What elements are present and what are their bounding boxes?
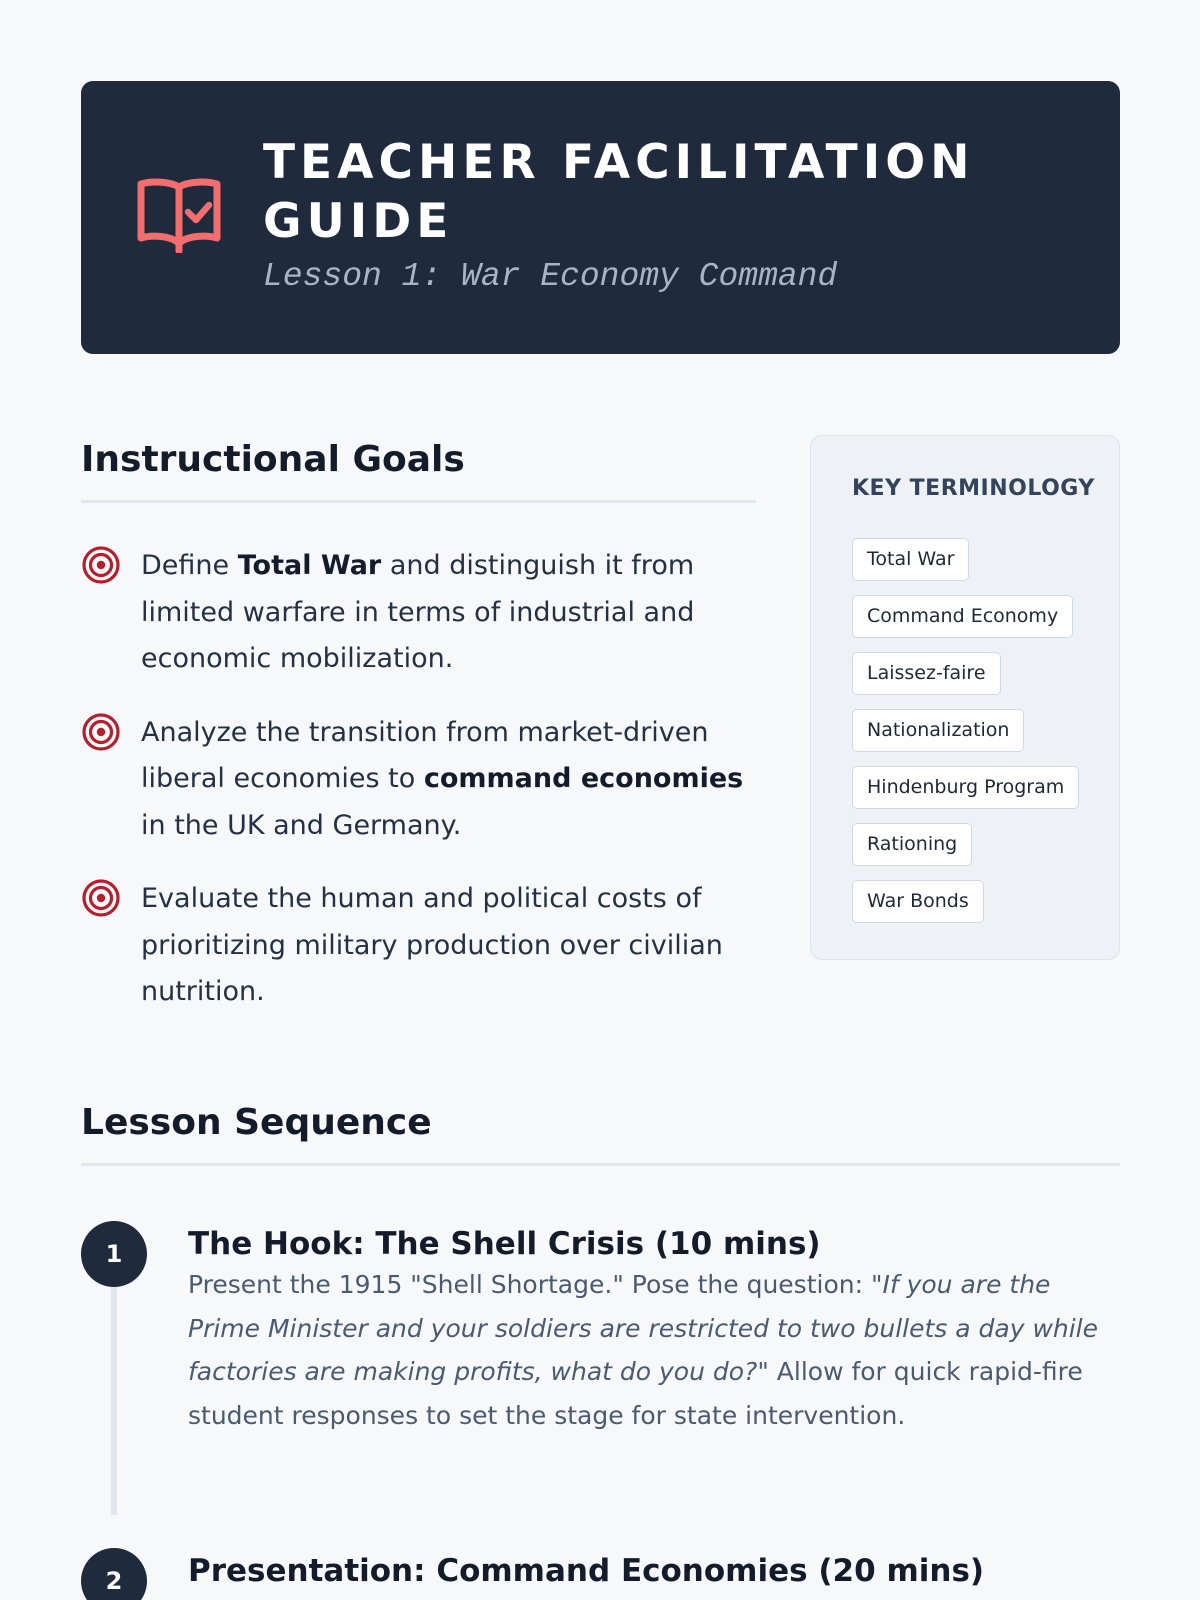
header-banner <box>81 81 1120 354</box>
goals-heading: Instructional Goals <box>81 439 465 480</box>
term-chip-laissez-faire: Laissez-faire <box>852 652 1001 695</box>
target-icon <box>81 545 121 585</box>
page-title: TEACHER FACILITATION GUIDE <box>263 135 975 249</box>
goal-text: Define Total War and distinguish it from limited warfare in terms of industrial and economic mobilization. <box>141 550 695 674</box>
term-chip-war-bonds: War Bonds <box>852 880 984 923</box>
book-check-icon <box>137 177 221 253</box>
step-description: Present the 1915 "Shell Shortage." Pose the question: "If you are the Prime Minister and your soldiers are restricted to two bullets a day while factories are making profits, what do you do?" Allow for quick rapid-fire student responses to set the stage for state intervention. <box>188 1270 1099 1430</box>
step-title: The Hook: The Shell Crisis (10 mins) <box>188 1226 821 1262</box>
term-chip-hindenburg-program: Hindenburg Program <box>852 766 1079 809</box>
goals-list <box>81 543 761 1043</box>
target-icon <box>81 878 121 918</box>
goal-item <box>81 543 761 683</box>
key-terminology-card <box>810 435 1120 960</box>
lesson-sequence-heading: Lesson Sequence <box>81 1102 432 1143</box>
term-chip-rationing: Rationing <box>852 823 972 866</box>
goal-text: Evaluate the human and political costs of prioritizing military production over civilian nutrition. <box>141 883 723 1007</box>
key-terminology-heading: KEY TERMINOLOGY <box>852 476 1095 501</box>
step-title: Presentation: Command Economies (20 mins) <box>188 1553 985 1589</box>
step-number-badge: 1 <box>81 1221 147 1287</box>
term-chip-command-economy: Command Economy <box>852 595 1073 638</box>
step-number-badge: 2 <box>81 1548 147 1600</box>
term-chip-total-war: Total War <box>852 538 969 581</box>
lesson-sequence-divider <box>81 1163 1120 1166</box>
goal-item <box>81 710 761 850</box>
goals-divider <box>81 500 756 503</box>
timeline-connector <box>111 1287 117 1515</box>
target-icon <box>81 712 121 752</box>
goal-text: Analyze the transition from market-driven liberal economies to command economies in the UK and Germany. <box>141 716 744 841</box>
goal-item <box>81 876 761 1016</box>
term-chip-nationalization: Nationalization <box>852 709 1024 752</box>
page-subtitle: Lesson 1: War Economy Command <box>263 258 838 295</box>
terminology-list <box>852 538 1079 937</box>
